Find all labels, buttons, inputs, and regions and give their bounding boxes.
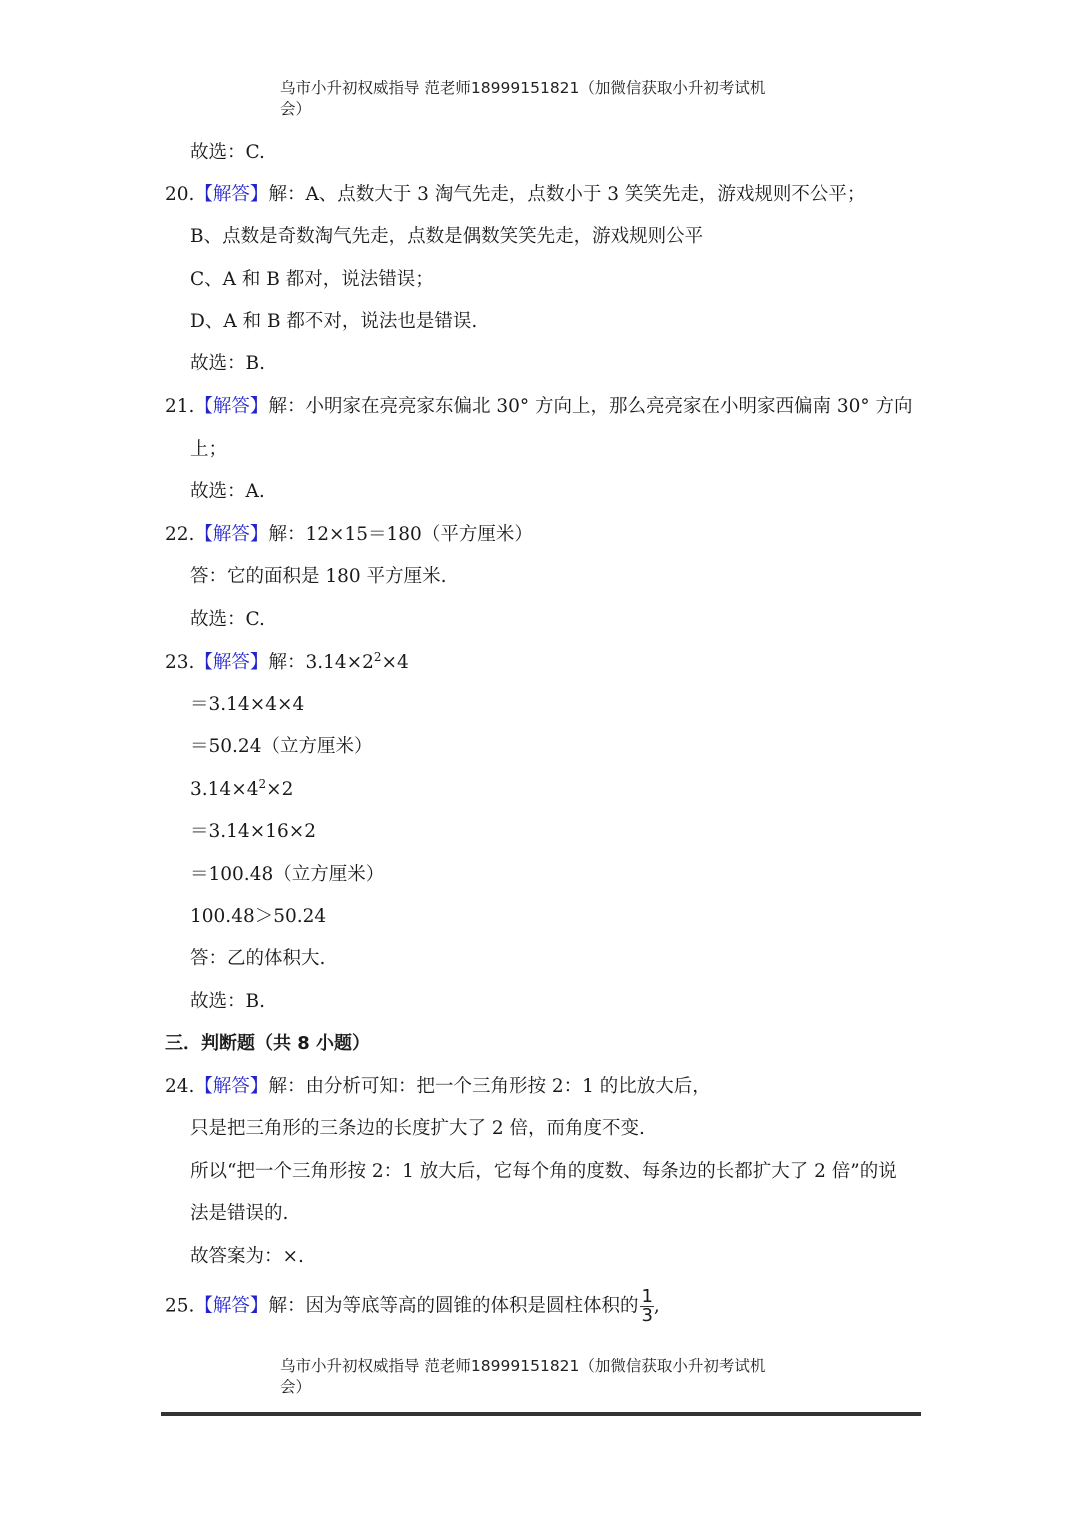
q23-line-4-pre: 3.14×4 — [190, 779, 259, 800]
question-number: 20. — [165, 184, 195, 205]
q23-line-4-post: ×2 — [266, 779, 294, 800]
q25-line-1 — [165, 1286, 660, 1326]
q23-text-pre: 解：3.14×2 — [268, 652, 374, 673]
q20-text: 解：A、点数大于 3 淘气先走，点数小于 3 笑笑先走，游戏规则不公平； — [268, 184, 866, 205]
q24-line-4: 法是错误的. — [190, 1203, 289, 1224]
exponent: 2 — [258, 777, 267, 791]
q23-line-5: ＝3.14×16×2 — [190, 821, 317, 842]
answer-tag: 【解答】 — [194, 396, 269, 417]
q23-line-8: 答：乙的体积大. — [190, 948, 326, 969]
q21-line-1 — [165, 392, 913, 422]
header-line-2: 会） — [280, 100, 312, 118]
footer-line-1: 乌市小升初权威指导 范老师18999151821（加微信获取小升初考试机 — [280, 1357, 766, 1375]
q24-line-3: 所以“把一个三角形按 2：1 放大后，它每个角的度数、每条边的长都扩大了 2 倍”的说 — [190, 1161, 897, 1182]
fraction-numerator: 1 — [641, 1286, 653, 1307]
q22-line-1 — [165, 520, 533, 550]
question-number: 24. — [165, 1076, 195, 1097]
q20-line-3: C、A 和 B 都对，说法错误； — [190, 269, 434, 290]
header-line-1: 乌市小升初权威指导 范老师18999151821（加微信获取小升初考试机 — [280, 79, 766, 97]
question-number: 22. — [165, 524, 195, 545]
q23-line-6: ＝100.48（立方厘米） — [190, 864, 385, 885]
q22-text: 解：12×15＝180（平方厘米） — [268, 524, 533, 545]
q21-line-2: 上； — [190, 439, 228, 460]
q22-line-2: 答：它的面积是 180 平方厘米. — [190, 566, 447, 587]
q23-text-post: ×4 — [381, 652, 409, 673]
q21-conclusion: 故选：A. — [190, 481, 265, 502]
answer-tag: 【解答】 — [194, 1295, 269, 1317]
q19-conclusion: 故选：C. — [190, 142, 265, 163]
q24-text: 解：由分析可知：把一个三角形按 2：1 的比放大后， — [268, 1076, 711, 1097]
q24-conclusion: 故答案为：×. — [190, 1246, 304, 1267]
exponent: 2 — [373, 650, 382, 664]
page-header — [280, 78, 800, 120]
page-footer — [280, 1356, 800, 1398]
answer-tag: 【解答】 — [194, 1076, 269, 1097]
q25-punct: , — [653, 1295, 660, 1317]
q21-text: 解：小明家在亮亮家东偏北 30° 方向上，那么亮亮家在小明家西偏南 30° 方向 — [268, 396, 913, 417]
question-number: 25. — [165, 1295, 195, 1317]
fraction-denominator: 3 — [641, 1305, 653, 1326]
q23-conclusion: 故选：B. — [190, 991, 265, 1012]
question-number: 23. — [165, 652, 195, 673]
question-number: 21. — [165, 396, 195, 417]
q25-text: 解：因为等底等高的圆锥的体积是圆柱体积的 — [268, 1295, 639, 1317]
q20-conclusion: 故选：B. — [190, 353, 265, 374]
q22-conclusion: 故选：C. — [190, 609, 265, 630]
q24-line-2: 只是把三角形的三条边的长度扩大了 2 倍，而角度不变. — [190, 1118, 645, 1139]
footer-line-2: 会） — [280, 1378, 312, 1396]
q23-line-3: ＝50.24（立方厘米） — [190, 736, 373, 757]
q23-line-2: ＝3.14×4×4 — [190, 694, 305, 715]
answer-tag: 【解答】 — [194, 652, 269, 673]
q20-line-1 — [165, 180, 865, 210]
q23-line-4 — [190, 775, 293, 805]
section-heading: 三．判断题（共 8 小题） — [165, 1033, 371, 1054]
q23-line-7: 100.48＞50.24 — [190, 906, 327, 927]
answer-tag: 【解答】 — [194, 184, 269, 205]
page-bottom-rule — [161, 1412, 921, 1416]
q24-line-1 — [165, 1072, 711, 1102]
fraction — [640, 1288, 653, 1325]
q20-line-2: B、点数是奇数淘气先走，点数是偶数笑笑先走，游戏规则公平 — [190, 226, 704, 247]
answer-tag: 【解答】 — [194, 524, 269, 545]
q20-line-4: D、A 和 B 都不对，说法也是错误. — [190, 311, 478, 332]
q23-line-1 — [165, 648, 409, 678]
